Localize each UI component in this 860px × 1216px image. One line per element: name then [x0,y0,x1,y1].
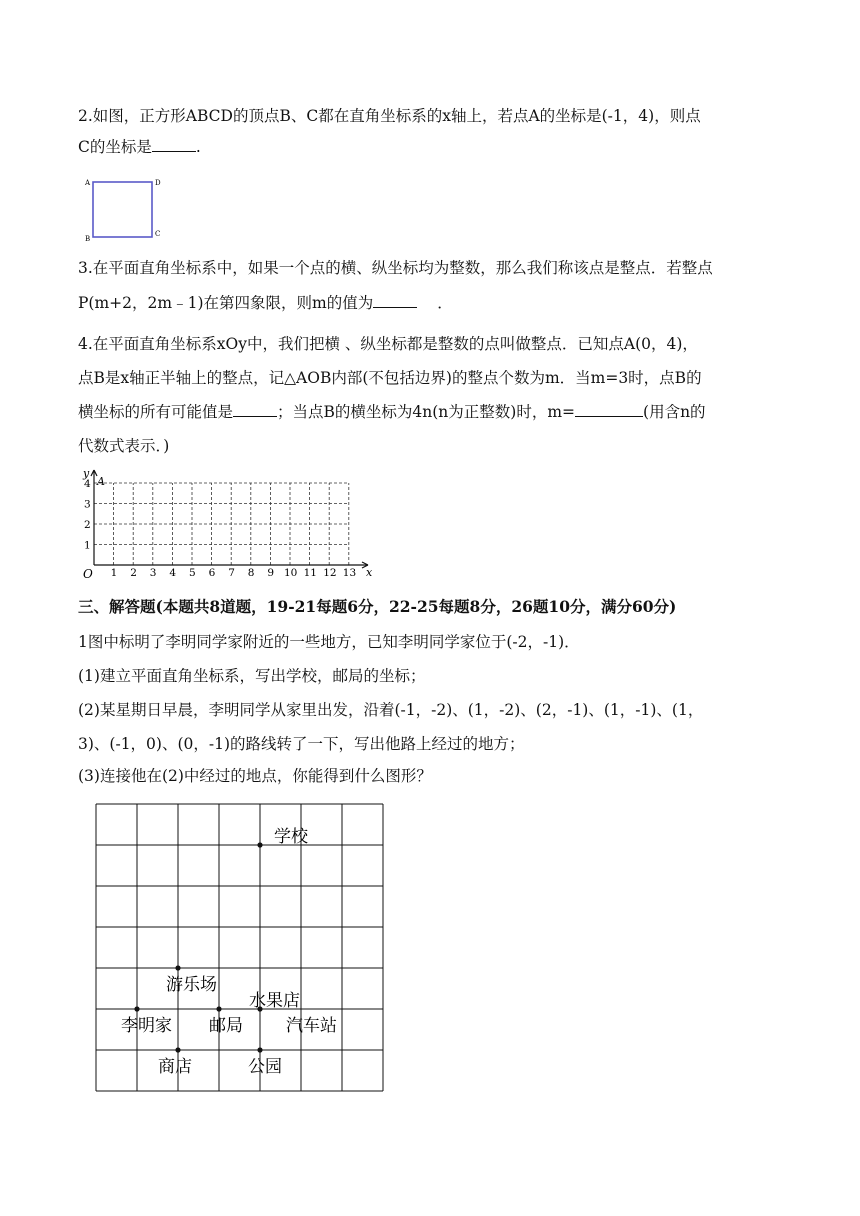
q4-line2: 点B是x轴正半轴上的整点，记△AOB内部(不包括边界)的整点个数为m．当m=3时，点B的 [78,369,702,387]
x-tick-label: 8 [247,567,255,579]
q3-line2-end: ． [437,294,453,312]
q4-line3-text1: 横坐标的所有可能值是 [78,403,234,421]
problem1-part2-line2: 3)、(-1，0)、(0，-1)的路线转了一下，写出他路上经过的地方； [78,735,525,753]
point-a-label: A [97,475,105,488]
q4-line1: 4.在平面直角坐标系xOy中，我们把横 、纵坐标都是整数的点叫做整点．已知点A(0，4)， [78,335,698,353]
x-tick-label: 1 [110,567,118,579]
x-tick-label: 5 [189,567,196,579]
x-tick-label: 6 [208,567,216,579]
label-amusement-park: 游乐场 [166,975,217,995]
square-abcd-figure [84,174,166,244]
x-tick-label: 10 [284,567,298,579]
q4-coordinate-grid [76,466,376,582]
neighborhood-map [90,800,390,1100]
label-shop: 商店 [158,1057,192,1077]
q3-line1: 3.在平面直角坐标系中，如果一个点的横、纵坐标均为整数，那么我们称该点是整点．若整点 [78,259,713,277]
problem1-part3: (3)连接他在(2)中经过的地点，你能得到什么图形？ [78,767,432,785]
label-b: B [85,235,91,243]
q4-line3 [78,402,706,422]
q4-line3-text2: ；当点B的横坐标为4n(n为正整数)时，m= [277,403,576,421]
x-tick-label: 4 [169,567,177,579]
q3-line2-text: P(m+2，2m﹣1)在第四象限，则m的值为 [78,294,374,312]
q4-line3-text3: (用含n的 [643,403,706,421]
origin-label: O [83,567,93,581]
y-axis-label: y [83,467,90,480]
label-park: 公园 [248,1057,282,1077]
label-bus-station: 汽车站 [286,1016,337,1036]
q2-line1: 2.如图，正方形ABCD的顶点B、C都在直角坐标系的x轴上，若点A的坐标是(-1，4)，则点 [78,107,701,125]
y-tick-label: 2 [84,519,91,531]
section-heading: 三、解答题(本题共8道题，19-21每题6分，22-25每题8分，26题10分，满分60分) [78,597,677,616]
y-tick-label: 4 [84,478,91,490]
x-tick-label: 3 [149,567,157,579]
y-tick-label: 3 [84,498,91,511]
label-post-office: 邮局 [209,1016,243,1036]
q4-line4: 代数式表示．) [78,437,170,455]
problem1-intro: 1图中标明了李明同学家附近的一些地方，已知李明同学家位于(-2，-1)． [78,633,580,651]
label-d: D [155,179,161,187]
q3-line2 [78,293,453,313]
q2-line2-text: C的坐标是 [78,138,152,156]
answer-blank-2 [575,402,643,417]
x-tick-label: 12 [323,567,337,579]
answer-blank [152,137,196,152]
amusement-park-dot [175,965,180,970]
label-school: 学校 [274,827,308,847]
answer-blank [373,293,417,308]
y-tick-label: 1 [84,539,91,552]
problem1-part1: (1)建立平面直角坐标系，写出学校，邮局的坐标； [78,667,426,685]
label-liming-home: 李明家 [121,1016,172,1036]
q2-line2 [78,137,201,157]
liming-home-dot [134,1006,139,1011]
answer-blank-1 [233,402,277,417]
x-tick-label: 11 [303,567,317,579]
label-c: C [155,230,161,238]
label-fruit-shop: 水果店 [249,991,300,1011]
x-axis-label: x [366,566,373,579]
q2-line2-end: . [195,138,201,156]
x-tick-label: 7 [228,567,235,579]
park-dot [257,1047,262,1052]
x-tick-label: 9 [267,567,275,579]
problem1-part2-line1: (2)某星期日早晨，李明同学从家里出发，沿着(-1，-2)、(1，-2)、(2，-1)、(1，-1)、(1， [78,701,704,719]
x-tick-label: 2 [130,567,137,579]
school-dot [257,842,262,847]
label-a: A [85,179,91,187]
post-office-dot [216,1006,221,1011]
shop-dot [175,1047,180,1052]
x-tick-label: 13 [342,567,357,579]
